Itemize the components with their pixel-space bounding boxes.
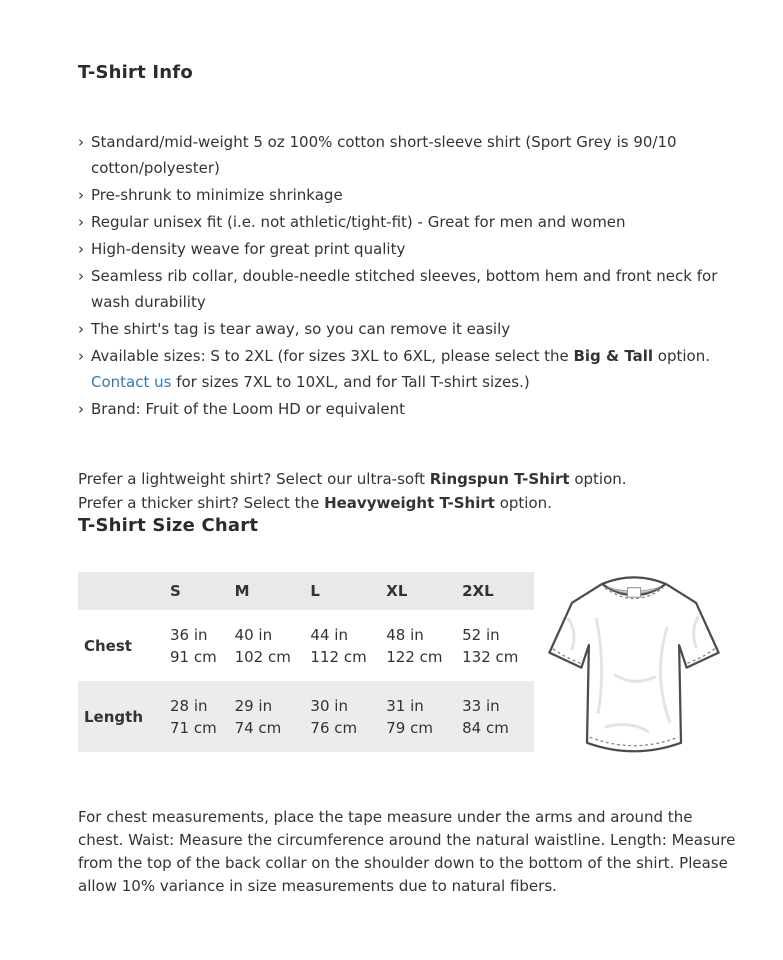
bullet-marker-icon: › [78, 133, 84, 151]
table-cell [458, 610, 534, 681]
ringspun-label: Ringspun T-Shirt [429, 470, 570, 488]
list-item [78, 263, 739, 315]
feature-text: Standard/mid-weight 5 oz 100% cotton short-sleeve shirt (Sport Grey is 90/10 cotton/polyester) [91, 133, 677, 177]
table-cell [166, 610, 231, 681]
bullet-marker-icon: › [78, 267, 84, 285]
feature-text: High-density weave for great print quality [91, 240, 406, 258]
size-table-corner-cell [78, 572, 166, 610]
size-chart-heading: T-Shirt Size Chart [78, 515, 259, 536]
value-cm: 112 cm [310, 647, 367, 666]
value-cm: 122 cm [386, 647, 443, 666]
feature-list [78, 129, 739, 422]
tshirt-illustration [540, 562, 728, 766]
value-cm: 74 cm [234, 718, 282, 737]
table-cell [166, 681, 231, 752]
feature-text: Seamless rib collar, double-needle stitched sleeves, bottom hem and front neck for wash durability [91, 267, 718, 311]
table-cell [306, 681, 382, 752]
size-chart-table [78, 572, 534, 752]
value-cm: 76 cm [310, 718, 358, 737]
value-cm: 79 cm [386, 718, 433, 737]
size-column-header: 2XL [462, 582, 494, 600]
value-in: 52 in [462, 625, 500, 644]
list-item [78, 209, 739, 235]
value-cm: 84 cm [462, 718, 509, 737]
list-item-available-sizes [78, 343, 739, 395]
shirt-preference-notes [78, 468, 739, 515]
tshirt-drawing-icon [540, 562, 728, 762]
value-in: 31 in [386, 696, 424, 715]
measurement-instructions: For chest measurements, place the tape measure under the arms and around the chest. Waist: Measure the circumference around the natural waistline. Length: Measure from the top of the back collar on the shoulder down to the bottom of the shirt. Please allow 10% variance in size measurements due to natural fibers. [78, 808, 736, 895]
bullet-marker-icon: › [78, 213, 84, 231]
feature-text: Regular unisex fit (i.e. not athletic/tight-fit) - Great for men and women [91, 213, 626, 231]
sizes-text-suffix: for sizes 7XL to 10XL, and for Tall T-shirt sizes.) [171, 373, 530, 391]
lightweight-note-suffix: option. [569, 470, 627, 488]
table-cell [382, 681, 458, 752]
value-in: 30 in [310, 696, 348, 715]
sizes-text-prefix: Available sizes: S to 2XL (for sizes 3XL to 6XL, please select the [91, 347, 574, 365]
size-chart-area [78, 572, 739, 766]
lightweight-note [78, 468, 739, 492]
table-cell [231, 610, 307, 681]
value-cm: 91 cm [170, 647, 217, 666]
bullet-marker-icon: › [78, 186, 84, 204]
bullet-marker-icon: › [78, 320, 84, 338]
row-label: Chest [84, 636, 132, 655]
row-label: Length [84, 707, 143, 726]
thicker-note-prefix: Prefer a thicker shirt? Select the [78, 493, 325, 512]
size-column-header: M [234, 582, 250, 600]
table-cell [382, 610, 458, 681]
value-cm: 132 cm [462, 647, 519, 666]
lightweight-note-prefix: Prefer a lightweight shirt? Select our ultra-soft [78, 470, 430, 488]
bullet-marker-icon: › [78, 240, 84, 258]
thicker-note [78, 492, 739, 516]
tshirt-info-heading: T-Shirt Info [78, 62, 193, 83]
list-item [78, 182, 739, 208]
value-in: 40 in [234, 625, 273, 644]
list-item-brand [78, 396, 739, 422]
list-item [78, 129, 739, 181]
feature-text: Pre-shrunk to minimize shrinkage [91, 186, 343, 204]
size-column-header: L [310, 582, 320, 600]
table-cell [458, 681, 534, 752]
feature-text [91, 343, 739, 395]
size-column-header: XL [386, 582, 408, 600]
list-item [78, 316, 739, 342]
heavyweight-label: Heavyweight T-Shirt [324, 493, 495, 512]
size-column-header: S [170, 582, 181, 600]
bullet-marker-icon: › [78, 347, 84, 365]
sizes-text-middle: option. [653, 347, 710, 365]
value-cm: 71 cm [170, 718, 217, 737]
feature-text: Brand: Fruit of the Loom HD or equivalent [91, 400, 405, 418]
thicker-note-suffix: option. [494, 493, 552, 512]
value-in: 28 in [170, 696, 208, 715]
list-item [78, 236, 739, 262]
value-in: 36 in [170, 625, 208, 644]
contact-us-link[interactable]: Contact us [91, 373, 172, 391]
big-and-tall-label: Big & Tall [573, 347, 654, 365]
value-in: 29 in [234, 696, 273, 715]
bullet-marker-icon: › [78, 400, 84, 418]
table-cell [306, 610, 382, 681]
table-row-chest [78, 610, 534, 681]
size-table-header-row [78, 572, 534, 610]
table-cell [231, 681, 307, 752]
value-in: 48 in [386, 625, 424, 644]
value-in: 44 in [310, 625, 348, 644]
value-cm: 102 cm [234, 647, 291, 666]
value-in: 33 in [462, 696, 500, 715]
table-row-length [78, 681, 534, 752]
feature-text: The shirt's tag is tear away, so you can remove it easily [91, 320, 511, 338]
